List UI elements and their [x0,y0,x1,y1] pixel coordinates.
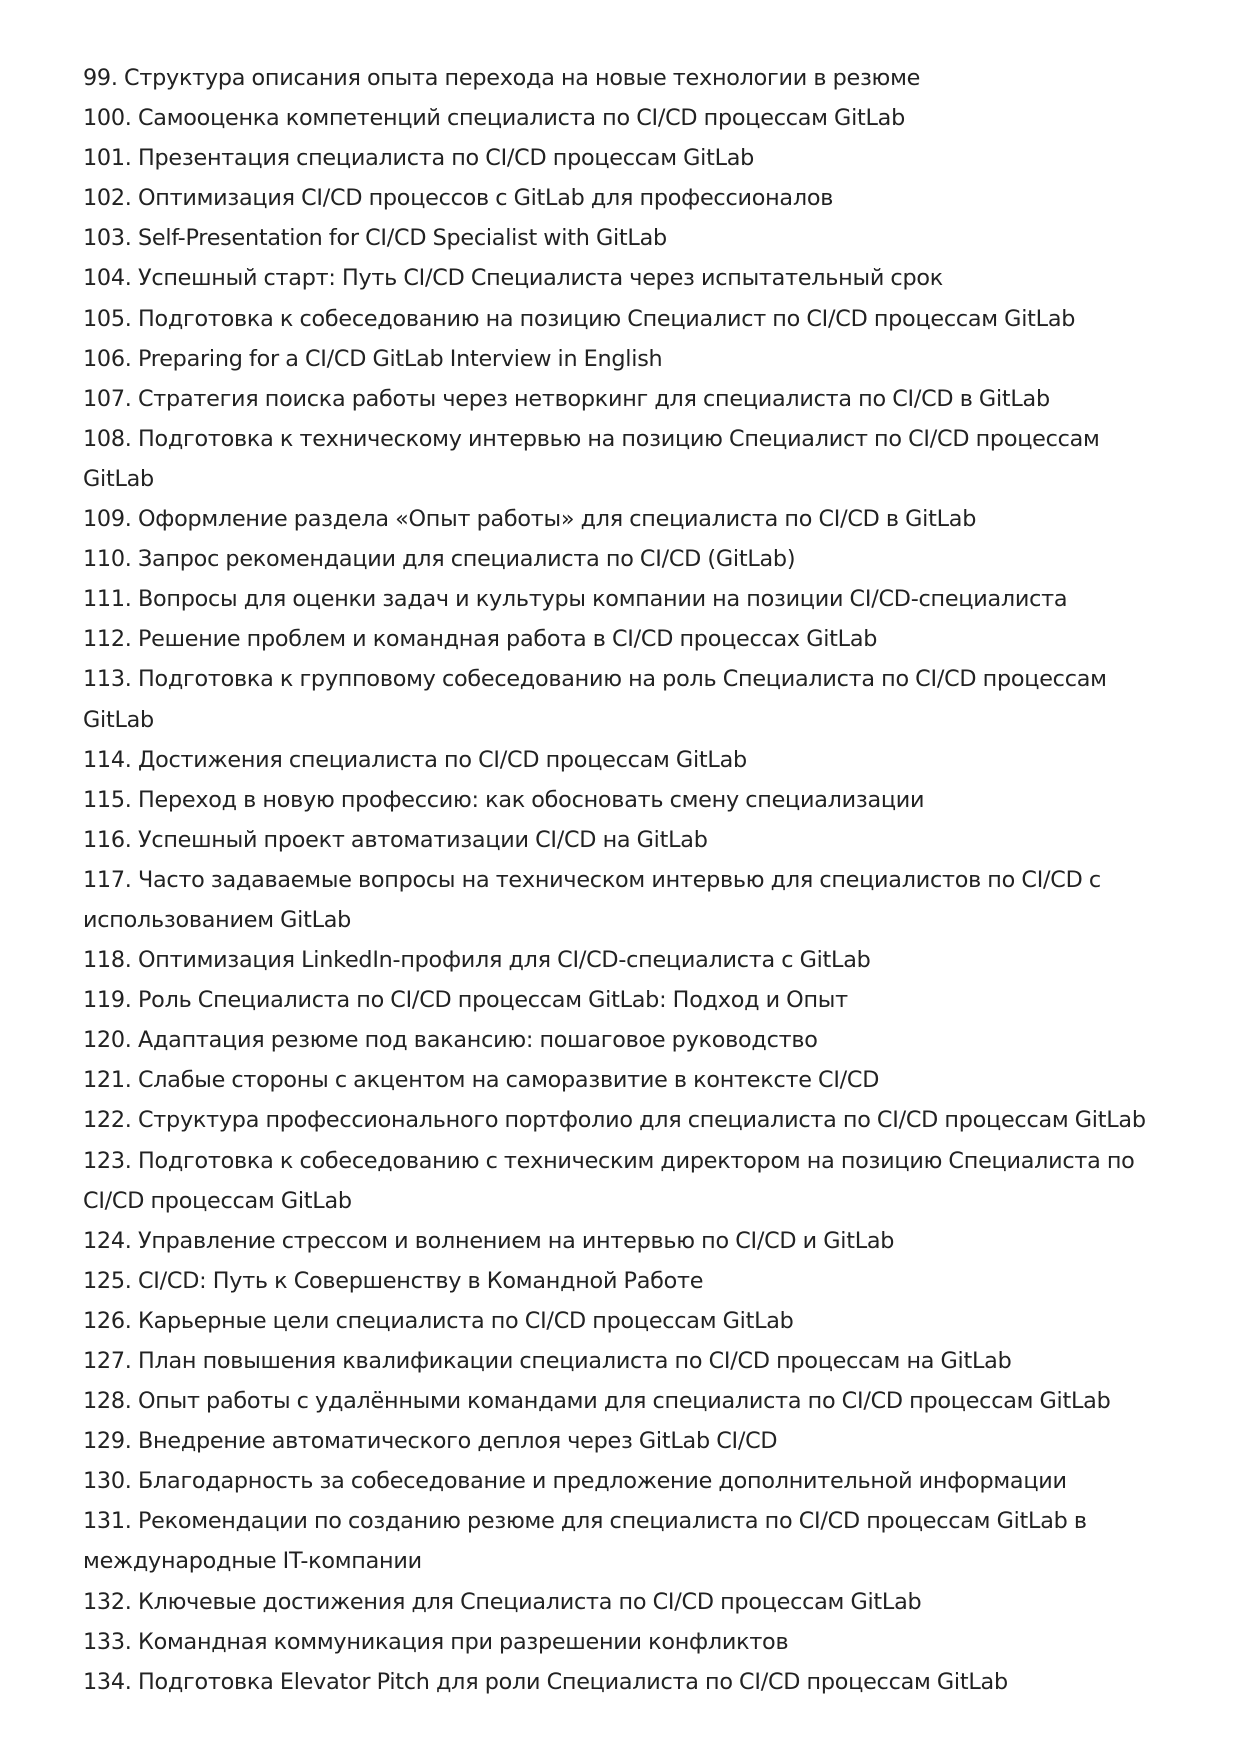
list-item: 130. Благодарность за собеседование и предложение дополнительной информации [83,1468,1067,1495]
list-item: 102. Оптимизация CI/CD процессов с GitLab для профессионалов [83,185,834,212]
list-item: 106. Preparing for a CI/CD GitLab Interview in English [83,345,663,372]
list-item: 109. Оформление раздела «Опыт работы» для специалиста по CI/CD в GitLab [83,506,977,533]
list-item: 125. CI/CD: Путь к Совершенству в Командной Работе [83,1267,704,1294]
list-item: 121. Слабые стороны с акцентом на саморазвитие в контексте CI/CD [83,1067,880,1094]
list-item: 126. Карьерные цели специалиста по CI/CD процессам GitLab [83,1307,794,1334]
list-item: 116. Успешный проект автоматизации CI/CD на GitLab [83,826,708,853]
list-item: 101. Презентация специалиста по CI/CD процессам GitLab [83,145,755,172]
list-item: 127. План повышения квалификации специалиста по CI/CD процессам на GitLab [83,1348,1012,1374]
list-item: 132. Ключевые достижения для Специалиста по CI/CD процессам GitLab [83,1588,922,1615]
list-item: 107. Стратегия поиска работы через нетворкинг для специалиста по CI/CD в GitLab [83,385,1050,412]
list-item: 123. Подготовка к собеседованию с техническим директором на позицию Специалиста по CI/CD процессам GitLab [83,1147,1135,1214]
list-item: 110. Запрос рекомендации для специалиста по CI/CD (GitLab) [83,546,796,573]
list-item: 128. Опыт работы с удалёнными командами для специалиста по CI/CD процессам GitLab [83,1388,1111,1415]
list-item: 114. Достижения специалиста по CI/CD процессам GitLab [83,746,747,773]
list-item: 122. Структура профессионального портфолио для специалиста по CI/CD процессам GitLab [83,1107,1146,1134]
list-item: 129. Внедрение автоматического деплоя через GitLab CI/CD [83,1428,778,1455]
document-page [83,58,1163,1702]
topic-list [83,58,1163,1702]
list-item: 117. Часто задаваемые вопросы на техническом интервью для специалистов по CI/CD с использованием GitLab [83,866,1101,933]
list-item: 120. Адаптация резюме под вакансию: пошаговое руководство [83,1027,818,1054]
list-item: 113. Подготовка к групповому собеседованию на роль Специалиста по CI/CD процессам GitLab [83,666,1107,733]
list-item: 111. Вопросы для оценки задач и культуры компании на позиции CI/CD-специалиста [83,586,1068,613]
list-item: 115. Переход в новую профессию: как обосновать смену специализации [83,786,925,813]
list-item: 99. Структура описания опыта перехода на новые технологии в резюме [83,65,921,91]
list-item: 124. Управление стрессом и волнением на интервью по CI/CD и GitLab [83,1227,895,1254]
list-item: 108. Подготовка к техническому интервью на позицию Специалист по CI/CD процессам GitLab [83,425,1100,492]
list-item: 134. Подготовка Elevator Pitch для роли Специалиста по CI/CD процессам GitLab [83,1668,1008,1695]
list-item: 100. Самооценка компетенций специалиста по CI/CD процессам GitLab [83,105,905,132]
list-item: 112. Решение проблем и командная работа в CI/CD процессах GitLab [83,626,878,653]
list-item: 131. Рекомендации по созданию резюме для специалиста по CI/CD процессам GitLab в международные IT-компании [83,1508,1087,1575]
list-item: 119. Роль Специалиста по CI/CD процессам GitLab: Подход и Опыт [83,987,848,1014]
list-item: 118. Оптимизация LinkedIn-профиля для CI/CD-специалиста с GitLab [83,947,871,974]
list-item: 105. Подготовка к собеседованию на позицию Специалист по CI/CD процессам GitLab [83,305,1076,332]
list-item: 104. Успешный старт: Путь CI/CD Специалиста через испытательный срок [83,265,943,292]
list-item: 103. Self-Presentation for CI/CD Specialist with GitLab [83,225,667,252]
list-item: 133. Командная коммуникация при разрешении конфликтов [83,1628,789,1655]
